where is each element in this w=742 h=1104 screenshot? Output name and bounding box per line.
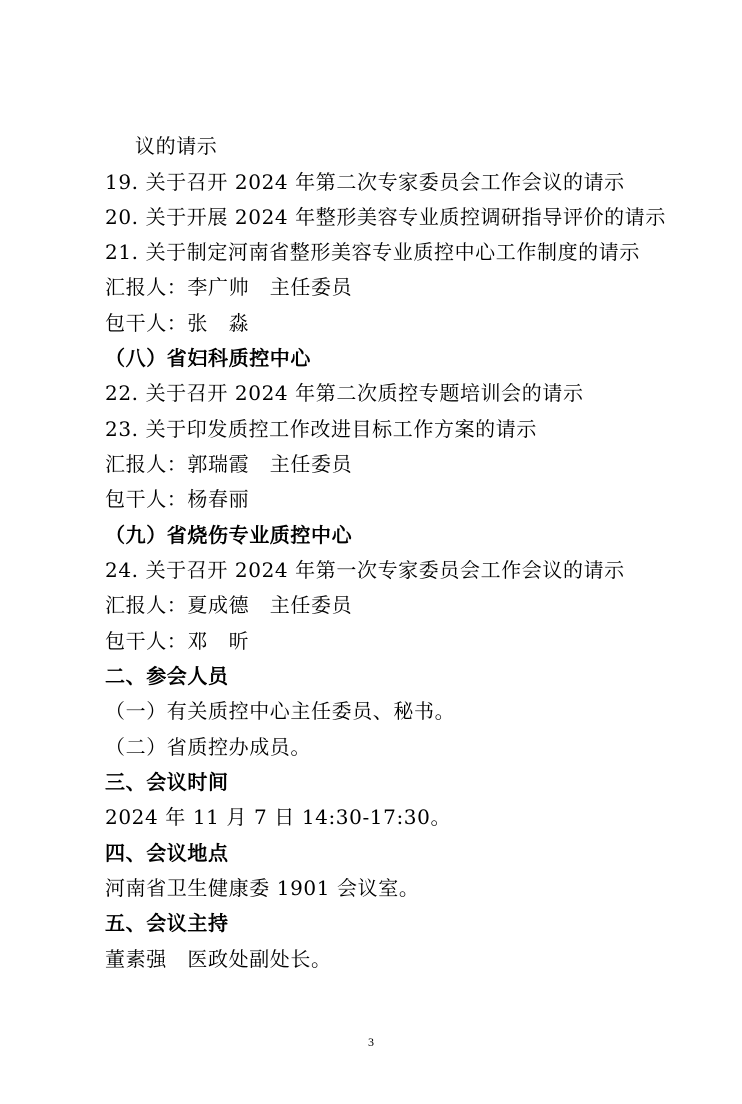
section-heading: 三、会议时间 — [105, 770, 229, 794]
list-item: 21. 关于制定河南省整形美容专业质控中心工作制度的请示 — [105, 240, 640, 264]
section-heading: 四、会议地点 — [105, 841, 229, 865]
text-line: 议的请示 — [135, 134, 218, 158]
contact-line: 包干人：邓 昕 — [105, 629, 250, 653]
list-item: 23. 关于印发质控工作改进目标工作方案的请示 — [105, 417, 537, 441]
reporter-line: 汇报人：郭瑞霞 主任委员 — [105, 452, 353, 476]
page-number: 3 — [368, 1035, 374, 1049]
text-line: （二）省质控办成员。 — [105, 735, 311, 759]
section-heading: 二、参会人员 — [105, 664, 229, 688]
section-heading: 五、会议主持 — [105, 911, 229, 935]
meeting-location: 河南省卫生健康委 1901 会议室。 — [105, 876, 420, 900]
contact-line: 包干人：张 淼 — [105, 311, 250, 335]
section-subheading: （八）省妇科质控中心 — [105, 346, 311, 370]
section-subheading: （九）省烧伤专业质控中心 — [105, 523, 353, 547]
text-line: （一）有关质控中心主任委员、秘书。 — [105, 699, 456, 723]
list-item: 24. 关于召开 2024 年第一次专家委员会工作会议的请示 — [105, 558, 625, 582]
meeting-host: 董素强 医政处副处长。 — [105, 947, 332, 971]
reporter-line: 汇报人：夏成德 主任委员 — [105, 593, 353, 617]
reporter-line: 汇报人：李广帅 主任委员 — [105, 275, 353, 299]
contact-line: 包干人：杨春丽 — [105, 487, 250, 511]
list-item: 22. 关于召开 2024 年第二次质控专题培训会的请示 — [105, 381, 584, 405]
list-item: 19. 关于召开 2024 年第二次专家委员会工作会议的请示 — [105, 170, 625, 194]
meeting-time: 2024 年 11 月 7 日 14:30-17:30。 — [105, 805, 452, 829]
list-item: 20. 关于开展 2024 年整形美容专业质控调研指导评价的请示 — [105, 205, 666, 229]
